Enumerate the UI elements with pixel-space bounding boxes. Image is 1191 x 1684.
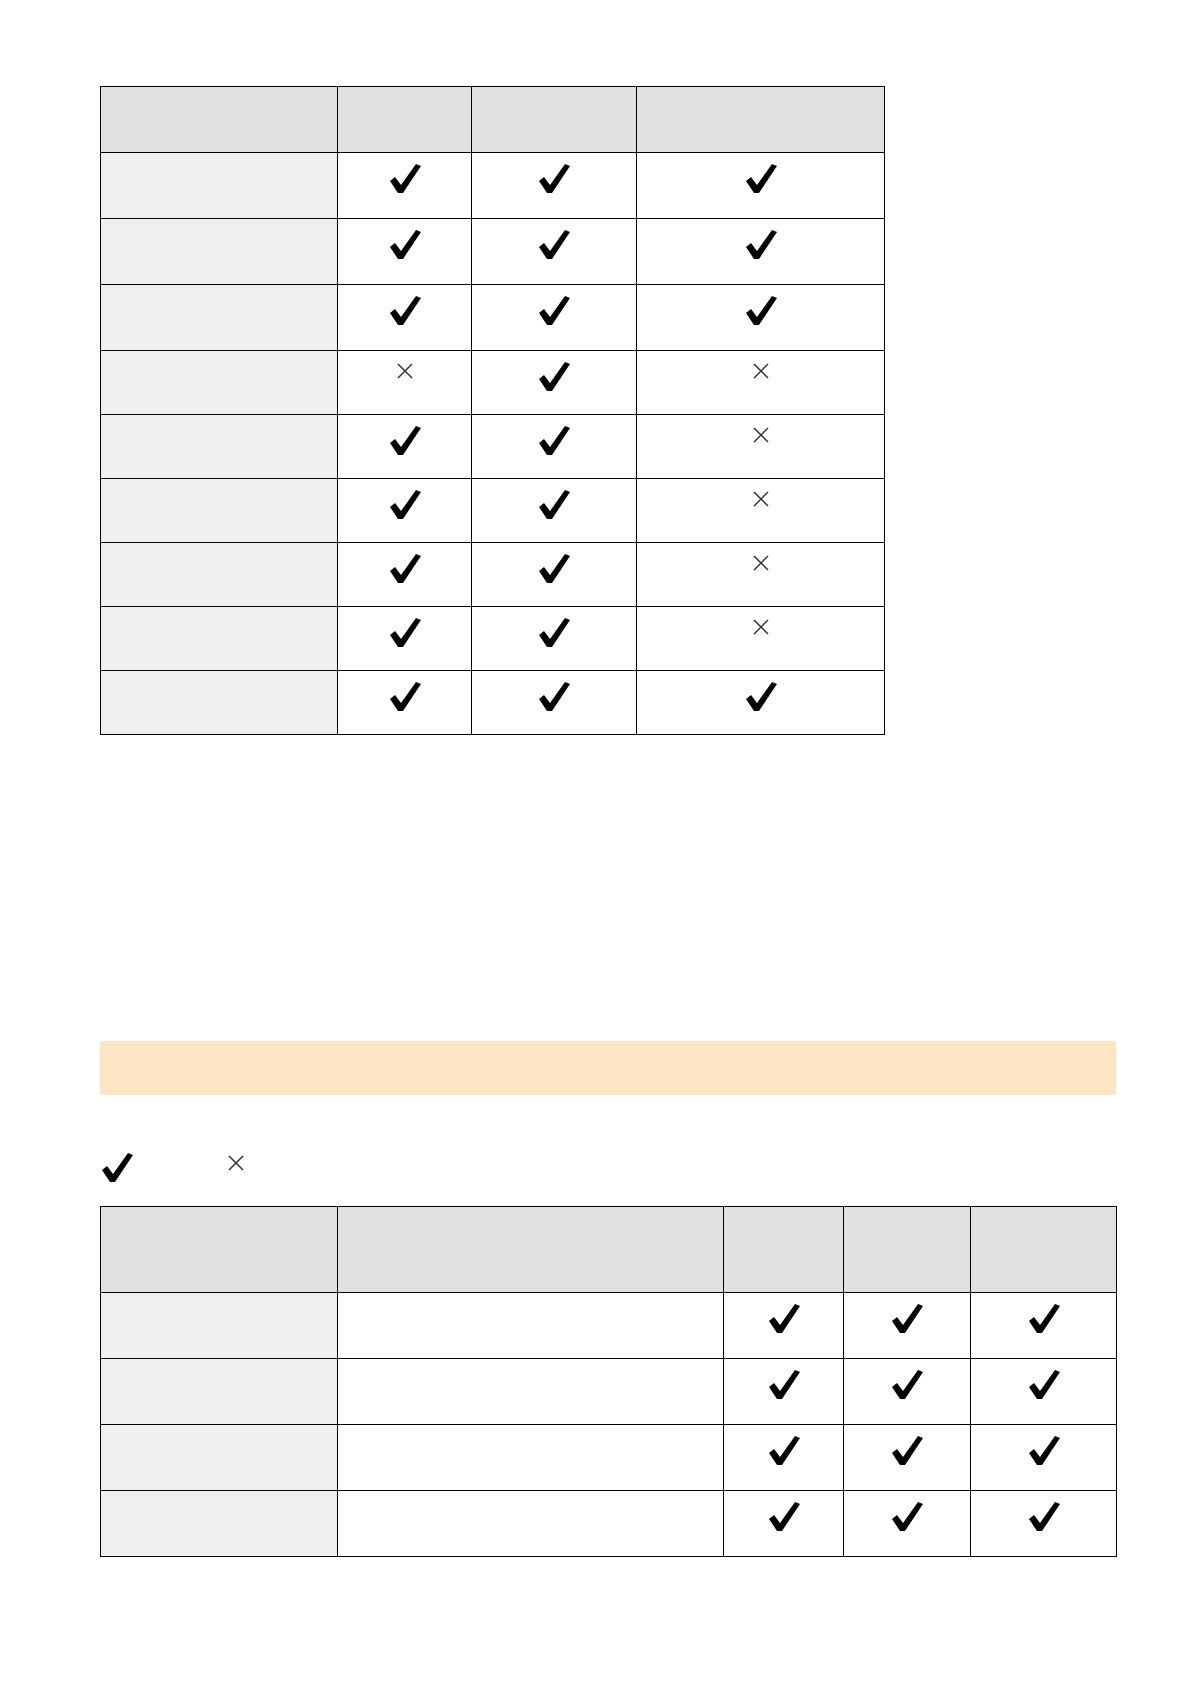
cross-icon	[753, 427, 769, 448]
table-header-row	[101, 1207, 1117, 1293]
mark-cell	[637, 479, 885, 543]
row-description	[338, 1293, 724, 1359]
mark-cell	[637, 219, 885, 285]
check-icon	[1027, 1433, 1061, 1474]
mark-cell	[472, 671, 637, 735]
check-icon	[890, 1367, 924, 1408]
table-row	[101, 479, 885, 543]
row-label	[101, 1293, 338, 1359]
mark-cell	[971, 1293, 1117, 1359]
mark-cell	[971, 1359, 1117, 1425]
mark-cell	[637, 671, 885, 735]
cross-icon	[753, 555, 769, 576]
column-header	[637, 87, 885, 153]
check-icon	[744, 161, 778, 202]
check-icon	[767, 1499, 801, 1540]
mark-cell	[472, 607, 637, 671]
mark-cell	[844, 1359, 971, 1425]
mark-cell	[472, 479, 637, 543]
row-label	[101, 219, 338, 285]
check-icon	[388, 615, 422, 656]
mark-cell	[472, 415, 637, 479]
check-icon	[537, 293, 571, 334]
mark-cell	[844, 1425, 971, 1491]
row-description	[338, 1491, 724, 1557]
check-icon	[388, 423, 422, 464]
column-header	[101, 1207, 338, 1293]
mark-cell	[338, 219, 472, 285]
row-label	[101, 607, 338, 671]
table-row	[101, 153, 885, 219]
row-label	[101, 351, 338, 415]
mark-cell	[971, 1491, 1117, 1557]
mark-cell	[338, 153, 472, 219]
check-icon	[388, 487, 422, 528]
mark-cell	[338, 285, 472, 351]
mark-cell	[637, 153, 885, 219]
check-icon	[1027, 1499, 1061, 1540]
check-icon	[388, 161, 422, 202]
row-label	[101, 415, 338, 479]
feature-table-2	[100, 1206, 1117, 1557]
check-icon	[767, 1433, 801, 1474]
mark-cell	[472, 219, 637, 285]
column-header	[338, 1207, 724, 1293]
row-label	[101, 543, 338, 607]
row-label	[101, 479, 338, 543]
cross-icon	[397, 363, 413, 384]
column-header	[724, 1207, 844, 1293]
mark-cell	[724, 1293, 844, 1359]
section-heading-bar	[100, 1041, 1116, 1095]
table-row	[101, 1425, 1117, 1491]
check-icon	[537, 487, 571, 528]
table-row	[101, 543, 885, 607]
mark-cell	[844, 1491, 971, 1557]
mark-cell	[472, 153, 637, 219]
column-header	[101, 87, 338, 153]
mark-cell	[637, 285, 885, 351]
column-header	[844, 1207, 971, 1293]
mark-cell	[637, 607, 885, 671]
check-icon	[767, 1301, 801, 1342]
mark-cell	[971, 1425, 1117, 1491]
check-icon	[744, 679, 778, 720]
check-icon	[537, 227, 571, 268]
table-row	[101, 671, 885, 735]
mark-cell	[637, 351, 885, 415]
row-label	[101, 1491, 338, 1557]
column-header	[971, 1207, 1117, 1293]
table-row	[101, 351, 885, 415]
table-row	[101, 607, 885, 671]
mark-cell	[472, 543, 637, 607]
check-icon	[1027, 1301, 1061, 1342]
mark-cell	[338, 479, 472, 543]
table-row	[101, 1359, 1117, 1425]
check-icon	[767, 1367, 801, 1408]
mark-cell	[338, 351, 472, 415]
mark-cell	[637, 543, 885, 607]
check-icon	[537, 423, 571, 464]
check-icon	[890, 1433, 924, 1474]
mark-cell	[637, 415, 885, 479]
mark-cell	[844, 1293, 971, 1359]
cross-icon	[753, 363, 769, 384]
check-icon	[388, 551, 422, 592]
mark-cell	[338, 671, 472, 735]
check-icon	[890, 1499, 924, 1540]
mark-cell	[472, 285, 637, 351]
table-row	[101, 285, 885, 351]
check-icon	[537, 161, 571, 202]
row-description	[338, 1425, 724, 1491]
table-header-row	[101, 87, 885, 153]
mark-cell	[472, 351, 637, 415]
check-icon	[388, 227, 422, 268]
mark-cell	[724, 1359, 844, 1425]
row-label	[101, 671, 338, 735]
cross-icon	[753, 491, 769, 512]
mark-cell	[338, 415, 472, 479]
feature-table-1	[100, 86, 885, 735]
row-description	[338, 1359, 724, 1425]
mark-cell	[724, 1491, 844, 1557]
table-row	[101, 219, 885, 285]
check-icon	[744, 293, 778, 334]
check-icon	[1027, 1367, 1061, 1408]
row-label	[101, 1359, 338, 1425]
check-icon	[388, 293, 422, 334]
column-header	[338, 87, 472, 153]
cross-icon	[228, 1155, 244, 1176]
mark-cell	[724, 1425, 844, 1491]
table-row	[101, 415, 885, 479]
check-icon	[537, 615, 571, 656]
column-header	[472, 87, 637, 153]
cross-icon	[753, 619, 769, 640]
table-row	[101, 1491, 1117, 1557]
check-icon	[388, 679, 422, 720]
row-label	[101, 1425, 338, 1491]
mark-cell	[338, 607, 472, 671]
check-icon	[100, 1150, 134, 1191]
mark-cell	[338, 543, 472, 607]
table-row	[101, 1293, 1117, 1359]
check-icon	[744, 227, 778, 268]
check-icon	[537, 679, 571, 720]
check-icon	[890, 1301, 924, 1342]
row-label	[101, 285, 338, 351]
check-icon	[537, 551, 571, 592]
row-label	[101, 153, 338, 219]
check-icon	[537, 359, 571, 400]
